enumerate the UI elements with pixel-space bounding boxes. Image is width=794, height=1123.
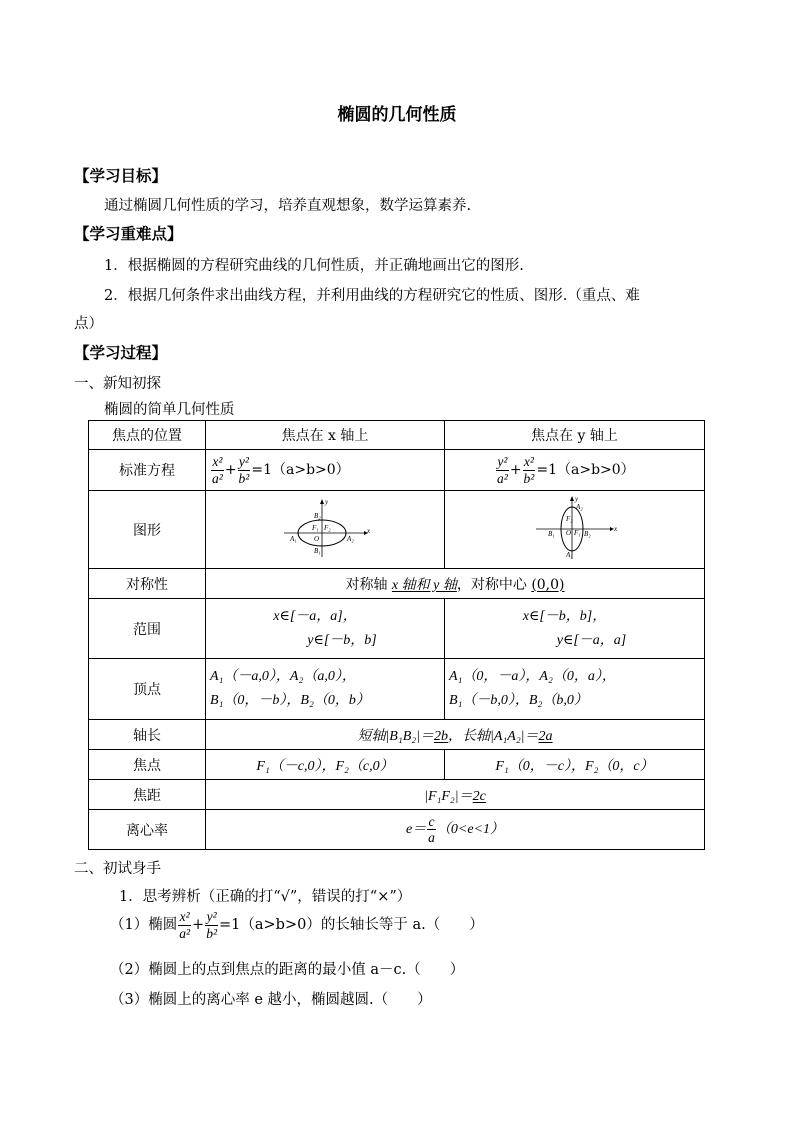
table-row [89,810,705,850]
range-y: x∈[－b，b]， y∈[－a，a] [445,599,705,659]
table-row [89,599,705,659]
label-B1: B₁ [547,529,555,538]
table-row [89,421,705,450]
label-F1: F₁ [312,523,319,532]
page-title: 椭圆的几何性质 [337,105,457,125]
part-one-heading: 一、新知初探 [74,376,161,392]
equation-x: $\frac{\text{x²}}{\text{a²}}$ + $\frac{\text{y²}}{\text{b²}}$ =1（a>b>0） [206,450,445,491]
label-A1: A₁ [290,534,297,543]
label-range: 范围 [89,599,206,659]
range-x: x∈[－a，a]， y∈[－b，b] [206,599,445,659]
label-eccentricity: 离心率 [89,810,206,850]
question-3: （3）椭圆上的离心率 e 越小，椭圆越圆.（ ） [110,992,432,1008]
fraction: $\frac{\text{x²}}{\text{b²}}$ [523,454,535,486]
label-A2: A₂ [347,534,354,543]
label-symmetry: 对称性 [89,569,206,599]
ellipse-graph-vertical [530,495,620,561]
focal-distance-value: |F₁F₂|＝2c [206,780,705,810]
symmetry-value: 对称轴 x 轴和 y 轴，对称中心 (0,0) [206,569,705,599]
table-row [89,659,705,720]
ellipse-properties-table [88,420,705,850]
goal-heading: 【学习目标】 [74,166,168,185]
axis-label-y: y [325,497,329,506]
graph-x-cell [206,491,445,569]
fraction: $\frac{\text{y²}}{\text{a²}}$ [497,454,508,486]
fraction: $\frac{\text{y²}}{\text{b²}}$ [206,909,218,941]
table-row [89,720,705,750]
label-B2: B₂ [314,511,321,520]
label-F2: F₂ [324,523,331,532]
label-graph: 图形 [89,491,206,569]
part-two-heading: 二、初试身手 [74,861,161,877]
fraction: $\frac{\text{y²}}{\text{b²}}$ [238,454,250,486]
label-focal-distance: 焦距 [89,780,206,810]
key-point-1: 1．根据椭圆的方程研究曲线的几何性质，并正确地画出它的图形. [104,258,524,274]
question-intro: 1．思考辨析（正确的打“√”，错误的打“×”） [119,889,412,905]
axis-label-x: x [613,524,617,533]
label-vertex: 顶点 [89,659,206,720]
focus-y: F₁（0，－c），F₂（0，c） [445,750,705,780]
y-arrow [320,499,324,504]
graph-y-cell [445,491,705,569]
label-A2: A₂ [575,502,583,511]
label-B2: B₂ [583,529,591,538]
vertex-y: A₁（0，－a），A₂（0，a）， B₁（－b,0），B₂（b,0） [445,659,705,720]
label-O: O [565,528,571,537]
eccentricity-value: e＝ $\frac{c}{a}$ （0<e<1） [206,810,705,850]
label-focus: 焦点 [89,750,206,780]
table-row [89,450,705,491]
label-axis-length: 轴长 [89,720,206,750]
label-A1: A₁ [565,550,573,559]
key-point-2-cont: 点） [74,316,103,332]
fraction: $\frac{\text{x²}}{\text{a²}}$ [212,454,223,486]
label-O: O [314,534,320,543]
question-2: （2）椭圆上的点到焦点的距离的最小值 a－c.（ ） [110,962,465,978]
header-focus-x: 焦点在 x 轴上 [206,421,445,450]
table-caption: 椭圆的简单几何性质 [104,402,235,418]
question-1: （1）椭圆 $\frac{\text{x²}}{\text{a²}}$ + $\frac{\text{y²}}{\text{b²}}$ =1（a>b>0）的长轴长等于 a.（ ） [110,909,484,941]
fraction: $\frac{\text{x²}}{\text{a²}}$ [179,909,191,941]
fraction: $\frac{c}{a}$ [428,813,435,845]
ellipse-graph-horizontal [280,497,370,559]
equation-y: $\frac{\text{y²}}{\text{a²}}$ + $\frac{\text{x²}}{\text{b²}}$ =1（a>b>0） [445,450,705,491]
label-B1: B₁ [314,546,321,555]
vertex-x: A₁（－a,0），A₂（a,0）， B₁（0，－b），B₂（0，b） [206,659,445,720]
header-focus-y: 焦点在 y 轴上 [445,421,705,450]
table-row [89,780,705,810]
key-heading: 【学习重难点】 [74,224,183,243]
axis-label-x: x [367,526,370,535]
label-equation: 标准方程 [89,450,206,491]
label-F1: F₁ [573,528,581,537]
axis-length-value: 短轴|B₁B₂|＝2b，长轴|A₁A₂|＝2a [206,720,705,750]
y-arrow [570,496,574,501]
header-position: 焦点的位置 [89,421,206,450]
table-row [89,750,705,780]
key-point-2: 2．根据几何条件求出曲线方程，并利用曲线的方程研究它的性质、图形.（重点、难 [104,288,640,304]
goal-text: 通过椭圆几何性质的学习，培养直观想象，数学运算素养. [104,198,472,214]
process-heading: 【学习过程】 [74,343,168,362]
table-row [89,491,705,569]
table-row [89,569,705,599]
focus-x: F₁（－c,0），F₂（c,0） [206,750,445,780]
label-F2: F₂ [565,514,573,523]
axis-label-y: y [574,494,578,503]
